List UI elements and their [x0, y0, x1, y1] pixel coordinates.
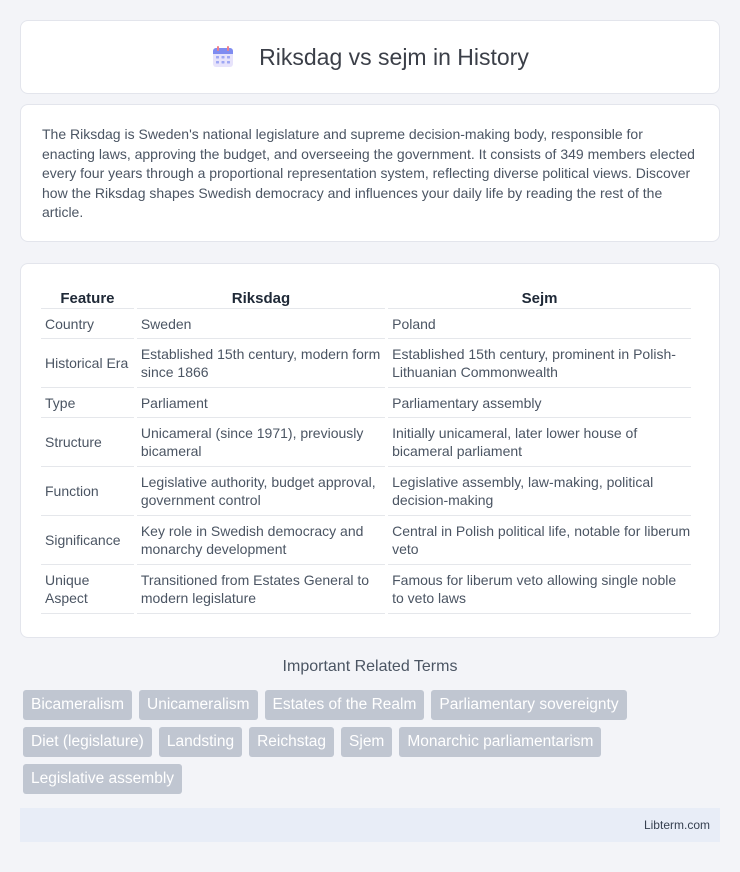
row-sejm: Parliamentary assembly: [388, 388, 691, 418]
footer-site-link[interactable]: Libterm.com: [643, 818, 710, 832]
row-sejm: Legislative assembly, law-making, political decision-making: [388, 467, 691, 516]
table-row: [41, 467, 691, 516]
row-riksdag: Unicameral (since 1971), previously bicameral: [137, 418, 385, 467]
row-feature: Country: [41, 309, 134, 339]
table-row: [41, 516, 691, 565]
footer: [20, 808, 720, 842]
header-feature: Feature: [41, 284, 134, 309]
term-tag[interactable]: Unicameralism: [139, 690, 258, 720]
row-riksdag: Sweden: [137, 309, 385, 339]
page-title: Riksdag vs sejm in History: [259, 43, 529, 70]
comparison-table: [38, 284, 694, 614]
term-tag[interactable]: Bicameralism: [23, 690, 132, 720]
term-tag[interactable]: Landsting: [159, 727, 242, 757]
term-tag[interactable]: Diet (legislature): [23, 727, 152, 757]
row-riksdag: Established 15th century, modern form since 1866: [137, 339, 385, 388]
calendar-icon: [211, 45, 235, 69]
row-riksdag: Transitioned from Estates General to modern legislature: [137, 565, 385, 614]
table-row: [41, 339, 691, 388]
term-tag[interactable]: Estates of the Realm: [265, 690, 425, 720]
row-sejm: Central in Polish political life, notable for liberum veto: [388, 516, 691, 565]
header-sejm: Sejm: [388, 284, 691, 309]
row-riksdag: Parliament: [137, 388, 385, 418]
row-feature: Unique Aspect: [41, 565, 134, 614]
row-riksdag: Legislative authority, budget approval, government control: [137, 467, 385, 516]
table-row: [41, 565, 691, 614]
row-sejm: Famous for liberum veto allowing single noble to veto laws: [388, 565, 691, 614]
row-feature: Type: [41, 388, 134, 418]
table-header-row: [41, 284, 691, 309]
term-tag[interactable]: Parliamentary sovereignty: [431, 690, 626, 720]
comparison-card: [20, 263, 720, 638]
description-text: The Riksdag is Sweden's national legislature and supreme decision-making body, responsible for enacting laws, approving the budget, and overseeing the government. It consists of 349 members elected every four years through a proportional representation system, reflecting diverse political views. Discover how the Riksdag shapes Swedish democracy and influences your daily life by reading the rest of the article.: [42, 126, 695, 221]
title-card: [20, 20, 720, 94]
table-row: [41, 309, 691, 339]
row-feature: Historical Era: [41, 339, 134, 388]
row-feature: Significance: [41, 516, 134, 565]
row-sejm: Poland: [388, 309, 691, 339]
row-sejm: Established 15th century, prominent in Polish-Lithuanian Commonwealth: [388, 339, 691, 388]
table-row: [41, 388, 691, 418]
row-sejm: Initially unicameral, later lower house of bicameral parliament: [388, 418, 691, 467]
related-terms-list: [23, 690, 723, 801]
term-tag[interactable]: Legislative assembly: [23, 764, 182, 794]
table-row: [41, 418, 691, 467]
header-riksdag: Riksdag: [137, 284, 385, 309]
term-tag[interactable]: Reichstag: [249, 727, 334, 757]
term-tag[interactable]: Monarchic parliamentarism: [399, 727, 601, 757]
related-terms-heading: Important Related Terms: [282, 658, 458, 675]
term-tag[interactable]: Sjem: [341, 727, 392, 757]
row-feature: Function: [41, 467, 134, 516]
row-riksdag: Key role in Swedish democracy and monarchy development: [137, 516, 385, 565]
row-feature: Structure: [41, 418, 134, 467]
description-card: [20, 104, 720, 242]
